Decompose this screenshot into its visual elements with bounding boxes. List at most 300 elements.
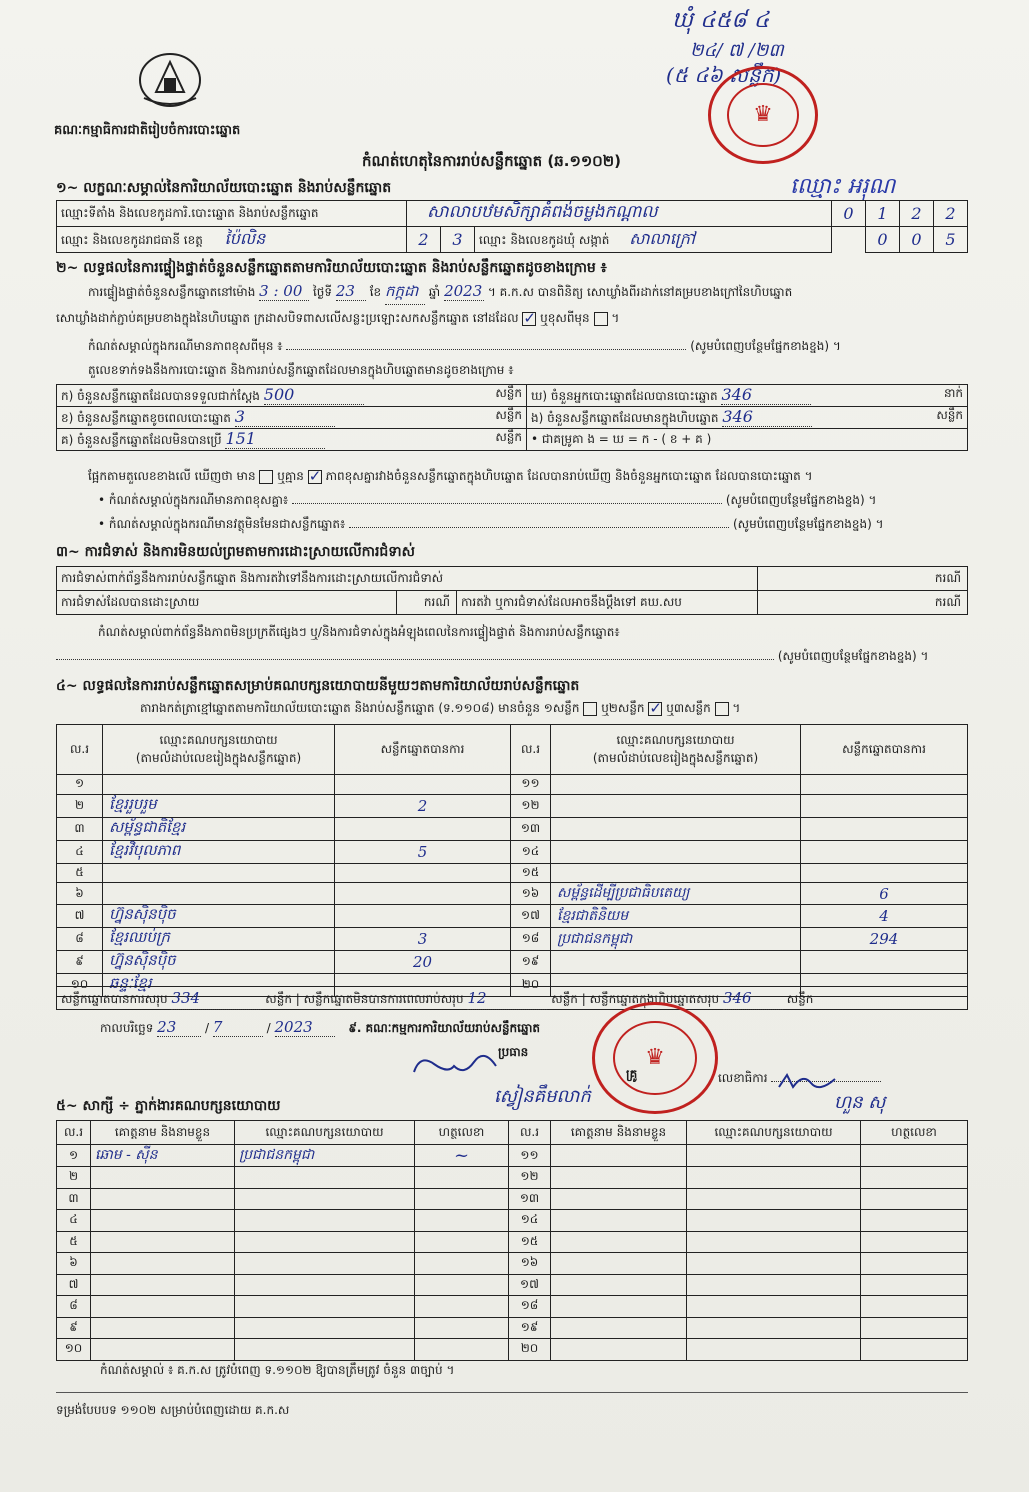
witness-no-right: ១៦ — [509, 1253, 551, 1275]
result-party-left: ខ្មែររួបរួម — [103, 794, 335, 817]
s2-line1-b: ថ្ងៃទី — [313, 285, 333, 299]
result-no-right: ១៩ — [511, 951, 551, 974]
witness-party-left — [235, 1317, 415, 1339]
result-votes-right: 294 — [801, 928, 968, 951]
witness-party-left — [235, 1296, 415, 1318]
signature-icon — [410, 1052, 500, 1082]
result-party-left — [103, 883, 335, 905]
w-col-sign-right: ហត្ថលេខា — [861, 1121, 968, 1145]
signature-icon — [777, 1071, 837, 1091]
s2-line1-e: ។ គ.ក.ស បានពិនិត្យ សោឃ្លាំងពីរដាក់នៅគម្របខាងក្រៅនៃហិបឆ្នោត — [487, 285, 793, 299]
s2-line1-a: ការផ្ទៀងផ្ទាត់ចំនួនសន្លឹកឆ្នោតនៅម៉ោង — [88, 285, 256, 299]
objection-case-2: ករណី — [397, 591, 457, 615]
s2-after1-b: ឬគ្មាន — [277, 469, 304, 483]
no-diff-checkbox[interactable] — [308, 470, 322, 484]
witness-sign-left: ~ — [415, 1145, 509, 1167]
result-no-left: ៧ — [57, 905, 103, 928]
witness-no-left: ៧ — [57, 1274, 91, 1296]
commune-code-1: 0 — [866, 227, 900, 253]
witness-name-right — [551, 1339, 687, 1361]
result-votes-right — [801, 863, 968, 883]
witness-sign-right — [861, 1274, 968, 1296]
witness-name-left — [91, 1339, 235, 1361]
s2-line2-b: ឬខុសពីមុន — [540, 311, 590, 325]
witness-party-right — [687, 1210, 861, 1232]
result-party-right: ប្រជាជនកម្ពុជា — [551, 928, 801, 951]
result-row — [57, 905, 968, 928]
handwritten-note: (៥ ៤៦ សន្លឹក) — [666, 63, 782, 87]
office-code-2: 1 — [866, 201, 900, 227]
witness-name-right — [551, 1145, 687, 1167]
s2-after1-c: ភាពខុសគ្នារវាងចំនួនសន្លឹកឆ្នោតក្នុងហិបឆ្នោត ដែលបានរាប់ឃើញ និងចំនួនអ្នកបោះឆ្នោត ដែលបានបោះឆ្នោត ។ — [325, 469, 813, 483]
witness-no-right: ១៨ — [509, 1296, 551, 1318]
witness-name-right — [551, 1296, 687, 1318]
witness-sign-left — [415, 1188, 509, 1210]
witness-row — [57, 1296, 968, 1318]
result-row — [57, 775, 968, 795]
district-code-1: 2 — [407, 227, 441, 253]
tally-row — [57, 429, 968, 451]
date-label: កាលបរិច្ឆេទ — [100, 1021, 154, 1035]
col-votes-left: សន្លឹកឆ្នោតបានការ — [335, 725, 511, 775]
office-value: សាលាបឋមសិក្សាគំពង់ចម្លងកណ្ដាល — [407, 201, 832, 227]
s2-note1-suffix: (សូមបំពេញបន្ថែមផ្នែកខាងខ្នង) ។ — [725, 493, 877, 507]
s2-note2: • កំណត់សម្គាល់ក្នុងករណីមានវត្ថុមិនមែនជាសន្លឹកឆ្នោត៖ — [98, 517, 346, 531]
col-party-right: ឈ្មោះគណបក្សនយោបាយ (តាមលំដាប់លេខរៀងក្នុងសន្លឹកឆ្នោត) — [551, 725, 801, 775]
year-value: 2023 — [444, 282, 483, 300]
w-col-name-right: គោត្តនាម និងនាមខ្លួន — [551, 1121, 687, 1145]
witness-party-left — [235, 1210, 415, 1232]
tally-formula: • ជាគម្រូគា ង = ឃ = ក - ( ខ + គ ) — [527, 429, 968, 451]
result-votes-left: 2 — [335, 794, 511, 817]
result-no-right: ១៨ — [511, 928, 551, 951]
witness-sign-left — [415, 1210, 509, 1232]
w-col-no-left: ល.រ — [57, 1121, 91, 1145]
witness-name-left — [91, 1296, 235, 1318]
seal-emblem-icon: ♛ — [727, 83, 800, 147]
witness-party-left — [235, 1167, 415, 1189]
result-party-left: ខ្មែរឈប់ក្រ — [103, 928, 335, 951]
result-row — [57, 883, 968, 905]
section3-note-line — [56, 648, 968, 666]
result-no-right: ១៥ — [511, 863, 551, 883]
day-value: 23 — [336, 282, 366, 301]
sum-c-value: 346 — [723, 987, 783, 1010]
section1-title: ១~ លក្ខណៈសម្គាល់នៃការិយាល័យបោះឆ្នោត និងរាប់សន្លឹកឆ្នោត — [56, 180, 392, 196]
w-col-party-right: ឈ្មោះគណបក្សនយោបាយ — [687, 1121, 861, 1145]
result-row — [57, 928, 968, 951]
district-label: ឈ្មោះ និងលេខកូដរាជធានី ខេត្ត — [61, 232, 203, 247]
result-no-left: ៥ — [57, 863, 103, 883]
sum-b-label: សន្លឹកឆ្នោតមិនបានការពេលរាប់សរុប — [303, 992, 464, 1006]
result-no-left: ៩ — [57, 951, 103, 974]
result-no-right: ១៣ — [511, 817, 551, 840]
office-label: ឈ្មោះទីតាំង និងលេខកូដការិ.បោះឆ្នោត និងរាប់សន្លឹកឆ្នោត — [57, 201, 407, 227]
witness-sign-left — [415, 1231, 509, 1253]
section2-after1 — [88, 468, 968, 486]
witness-name-right — [551, 1253, 687, 1275]
result-no-left: ៨ — [57, 928, 103, 951]
result-votes-left: 5 — [335, 840, 511, 863]
tally-a-value: 500 — [264, 385, 364, 405]
result-party-right: សម្ព័ន្ធដើម្បីប្រជាធិបតេយ្យ — [551, 883, 801, 905]
witness-party-left — [235, 1274, 415, 1296]
witness-no-right: ១៣ — [509, 1188, 551, 1210]
office-code-1: 0 — [832, 201, 866, 227]
office-code-3: 2 — [900, 201, 934, 227]
changed-checkbox[interactable] — [594, 312, 608, 326]
col-party-left: ឈ្មោះគណបក្សនយោបាយ (តាមលំដាប់លេខរៀងក្នុងសន្លឹកឆ្នោត) — [103, 725, 335, 775]
result-party-left: ហ្វ៊ុនស៊ិនប៉ិច — [103, 905, 335, 928]
section5-title: ៥~ សាក្សី ÷ ភ្នាក់ងារគណបក្សនយោបាយ — [56, 1098, 281, 1114]
result-votes-left — [335, 775, 511, 795]
witness-no-right: ១៥ — [509, 1231, 551, 1253]
witness-table — [56, 1120, 968, 1361]
result-votes-right — [801, 951, 968, 974]
tally-c-unit: សន្លឹក — [495, 430, 522, 444]
objection-table — [56, 566, 968, 615]
section2-line4: តួលេខទាក់ទងនឹងការបោះឆ្នោត និងការរាប់សន្លឹកឆ្នោតដែលមានក្នុងហិបឆ្នោតមានដូចខាងក្រោម ៖ — [88, 363, 514, 377]
witness-no-right: ១៩ — [509, 1317, 551, 1339]
witness-name-left — [91, 1274, 235, 1296]
result-votes-right — [801, 817, 968, 840]
s3-note-suffix: (សូមបំពេញបន្ថែមផ្នែកខាងខ្នង) ។ — [777, 649, 929, 663]
witness-row — [57, 1231, 968, 1253]
witness-sign-right — [861, 1210, 968, 1232]
district-code-2: 3 — [441, 227, 475, 253]
tally-d-label: ឃ) ចំនួនអ្នកបោះឆ្នោតដែលបានបោះឆ្នោត — [531, 389, 718, 403]
s2-note1: • កំណត់សម្គាល់ក្នុងករណីមានភាពខុសគ្នា៖ — [98, 493, 289, 507]
sum-b-unit: សន្លឹក — [551, 992, 578, 1006]
objection-row1: ការជំទាស់ពាក់ព័ន្ធនឹងការរាប់សន្លឹកឆ្នោត និងការតវ៉ាទៅនឹងការដោះស្រាយលើការជំទាស់ — [57, 567, 758, 591]
official-stamp-top — [708, 66, 818, 164]
witness-party-right — [687, 1274, 861, 1296]
s2-line3-dots — [286, 349, 686, 350]
s2-note2-suffix: (សូមបំពេញបន្ថែមផ្នែកខាងខ្នង) ។ — [732, 517, 884, 531]
handwritten-top: ឃុំ ៤៥៨ ៤ — [672, 8, 770, 33]
president-signature — [410, 1052, 500, 1089]
has-diff-checkbox[interactable] — [259, 470, 273, 484]
w-col-party-left: ឈ្មោះគណបក្សនយោបាយ — [235, 1121, 415, 1145]
president-label: ប្រធាន — [498, 1045, 529, 1059]
witness-no-left: ១ — [57, 1145, 91, 1167]
form-reference: ទម្រង់បែបបទ ១១០២ សម្រាប់បំពេញដោយ គ.ក.ស — [56, 1403, 290, 1417]
witness-name-right — [551, 1210, 687, 1232]
witness-no-right: ១៧ — [509, 1274, 551, 1296]
witness-sign-right — [861, 1253, 968, 1275]
witness-party-right — [687, 1231, 861, 1253]
section3-title: ៣~ ការជំទាស់ និងការមិនយល់ព្រមតាមការដោះស្រាយលើការជំទាស់ — [56, 544, 415, 560]
witness-no-left: ៩ — [57, 1317, 91, 1339]
tally-d-value: 346 — [721, 385, 811, 405]
witness-name-left: ឆោម - ស៊ីន — [91, 1145, 235, 1167]
witness-name-right — [551, 1188, 687, 1210]
result-party-right — [551, 794, 801, 817]
tally-e-unit: សន្លឹក — [936, 408, 963, 422]
result-votes-right: 6 — [801, 883, 968, 905]
result-votes-left — [335, 863, 511, 883]
witness-party-left — [235, 1253, 415, 1275]
witness-name-left — [91, 1188, 235, 1210]
result-votes-left — [335, 817, 511, 840]
one-sheet-checkbox[interactable] — [583, 702, 597, 716]
s2-line1-c: ខែ — [369, 285, 382, 299]
witness-party-right — [687, 1317, 861, 1339]
date-year: 2023 — [275, 1018, 335, 1037]
result-party-right — [551, 775, 801, 795]
result-no-right: ១១ — [511, 775, 551, 795]
result-no-left: ១០ — [57, 974, 103, 997]
witness-row — [57, 1167, 968, 1189]
two-sheet-checkbox[interactable] — [648, 702, 662, 716]
result-no-left: ៤ — [57, 840, 103, 863]
official-stamp-bottom — [592, 1002, 718, 1114]
s2-line2: សោឃ្លាំងដាក់ភ្ជាប់គម្របខាងក្នុងនៃហិបឆ្នោត ក្រដាសបិទពាសលើសន្លះប្រឡោះសកសន្លឹកឆ្នោត នៅដដែល — [56, 311, 519, 325]
s2-note2-dots — [349, 527, 729, 528]
witness-no-right: ១៤ — [509, 1210, 551, 1232]
result-party-left: សម្ព័ន្ធជាតិខ្មែរ — [103, 817, 335, 840]
tally-e-label: ង) ចំនួនសន្លឹកឆ្នោតដែលមានក្នុងហិបឆ្នោត — [531, 411, 719, 425]
witness-row — [57, 1274, 968, 1296]
result-party-right — [551, 951, 801, 974]
result-row — [57, 817, 968, 840]
result-row — [57, 840, 968, 863]
tally-table — [56, 384, 968, 451]
tally-a-unit: សន្លឹក — [495, 386, 522, 400]
date-line: កាលបរិច្ឆេទ 23 / 7 / 2023 ៩. គណៈកម្មការការិយាល័យរាប់សន្លឹកឆ្នោត — [100, 1018, 541, 1036]
s4-intro-c: ឬ៣សន្លឹក — [666, 701, 711, 715]
secretary-sign-dots — [771, 1081, 881, 1082]
same-checkbox[interactable] — [522, 312, 536, 326]
witness-sign-right — [861, 1296, 968, 1318]
section2-line3 — [88, 338, 968, 356]
witness-no-left: ៦ — [57, 1253, 91, 1275]
sum-a-label: សន្លឹកឆ្នោតបានការសរុប — [61, 992, 168, 1006]
date-day: 23 — [157, 1018, 201, 1037]
nec-logo — [136, 48, 204, 110]
section4-intro: តារាងកត់ត្រាខ្មៅឆ្នោតតាមការិយាល័យបោះឆ្នោត និងរាប់សន្លឹកឆ្នោត (ទ.១១០៨) មានចំនួន ១សន្លឹក ឬ២សន្លឹក ✓ ឬ៣សន្លឹក ។ — [140, 700, 740, 718]
result-no-right: ១២ — [511, 794, 551, 817]
witness-footnote: កំណត់សម្គាល់ ៖ គ.ក.ស ត្រូវបំពេញ ទ.១១០២ ឱ្យបានត្រឹមត្រូវ ចំនួន ៣ច្បាប់ ។ — [100, 1363, 455, 1377]
witness-sign-left — [415, 1274, 509, 1296]
tally-row — [57, 407, 968, 429]
witness-name-left — [91, 1231, 235, 1253]
committee-label: ៩. គណៈកម្មការការិយាល័យរាប់សន្លឹកឆ្នោត — [348, 1021, 541, 1035]
tally-a-label: ក) ចំនួនសន្លឹកឆ្នោតដែលបានទទួលជាក់ស្តែង — [61, 389, 260, 403]
witness-party-left — [235, 1188, 415, 1210]
witness-no-left: ១០ — [57, 1339, 91, 1361]
section2-note1 — [98, 492, 968, 510]
tally-b-label: ខ) ចំនួនសន្លឹកឆ្នោតខូចពេលបោះឆ្នោត — [61, 411, 231, 425]
result-votes-left: 20 — [335, 951, 511, 974]
president-name: ស្វៀនគឹមលាក់ — [494, 1086, 591, 1107]
commune-value: សាលាក្រៅ — [629, 228, 695, 248]
witness-sign-right — [861, 1145, 968, 1167]
result-party-right: ខ្មែរជាតិនិយម — [551, 905, 801, 928]
witness-row — [57, 1317, 968, 1339]
result-party-left: ឆន្ទៈខ្មែរ — [103, 974, 335, 997]
section3-note: កំណត់សម្គាល់ពាក់ព័ន្ធនឹងភាពមិនប្រក្រតីផ្សេងៗ ឬ/និងការជំទាស់ក្នុងអំឡុងពេលនៃការផ្ទៀងផ្ទាត់ និងការរាប់សន្លឹកឆ្នោត៖ — [98, 625, 620, 639]
witness-sign-left — [415, 1253, 509, 1275]
result-no-right: ២០ — [511, 974, 551, 997]
tally-b-unit: សន្លឹក — [495, 408, 522, 422]
result-no-right: ១៧ — [511, 905, 551, 928]
witness-name-right — [551, 1231, 687, 1253]
three-sheet-checkbox[interactable] — [715, 702, 729, 716]
result-party-right — [551, 840, 801, 863]
tally-e-value: 346 — [722, 407, 812, 427]
result-votes-left — [335, 883, 511, 905]
witness-no-right: ២០ — [509, 1339, 551, 1361]
district-value: ប៉ៃលិន — [224, 228, 266, 248]
witness-party-left — [235, 1339, 415, 1361]
sum-a-value: 334 — [171, 987, 261, 1010]
s2-line3-note: (សូមបំពេញបន្ថែមផ្នែកខាងខ្នង) ។ — [690, 339, 841, 353]
witness-name-right — [551, 1167, 687, 1189]
witness-no-left: ២ — [57, 1167, 91, 1189]
s2-line1-d: ឆ្នាំ — [428, 285, 441, 299]
witness-no-left: ៤ — [57, 1210, 91, 1232]
objection-case-1: ករណី — [758, 567, 968, 591]
witness-party-right — [687, 1339, 861, 1361]
witness-sign-left — [415, 1317, 509, 1339]
section1-table — [56, 200, 968, 253]
result-votes-right — [801, 794, 968, 817]
witness-row — [57, 1210, 968, 1232]
witness-no-right: ១១ — [509, 1145, 551, 1167]
witness-name-left — [91, 1210, 235, 1232]
result-votes-right — [801, 840, 968, 863]
witness-name-left — [91, 1317, 235, 1339]
month-value: កក្កដា — [385, 282, 425, 305]
tally-c-label: គ) ចំនួនសន្លឹកឆ្នោតដែលមិនបានប្រើ — [61, 433, 222, 447]
col-no-left: ល.រ — [57, 725, 103, 775]
witness-row — [57, 1339, 968, 1361]
result-votes-right — [801, 775, 968, 795]
witness-no-left: ៥ — [57, 1231, 91, 1253]
objection-row2a: ការជំទាស់ដែលបានដោះស្រាយ — [57, 591, 397, 615]
col-votes-right: សន្លឹកឆ្នោតបានការ — [801, 725, 968, 775]
col-no-right: ល.រ — [511, 725, 551, 775]
result-no-left: ១ — [57, 775, 103, 795]
org-name: គណៈកម្មាធិការជាតិរៀបចំការបោះឆ្នោត — [54, 123, 241, 138]
objection-row2b: ការតវ៉ា ឬការជំទាស់ដែលអាចនឹងប្ដឹងទៅ គឃ.សប — [457, 591, 758, 615]
witness-no-left: ៣ — [57, 1188, 91, 1210]
result-party-left: ហ្វ៊ុនស៊ិនប៉ិច — [103, 951, 335, 974]
witness-party-right — [687, 1296, 861, 1318]
sum-b-value: 12 — [467, 987, 547, 1010]
form-title: កំណត់ហេតុនៃការរាប់សន្លឹកឆ្នោត (ឆ.១១០២) — [362, 152, 622, 170]
s4-intro-b: ឬ២សន្លឹក — [601, 701, 645, 715]
result-votes-left — [335, 905, 511, 928]
result-party-left — [103, 775, 335, 795]
results-table — [56, 724, 968, 997]
witness-sign-left — [415, 1167, 509, 1189]
result-party-left — [103, 863, 335, 883]
s3-note-dots — [56, 659, 774, 660]
commune-code-2: 0 — [900, 227, 934, 253]
section2-line1 — [88, 282, 968, 305]
footer-divider — [56, 1392, 968, 1393]
result-row — [57, 863, 968, 883]
section2-line2: សោឃ្លាំងដាក់ភ្ជាប់គម្របខាងក្នុងនៃហិបឆ្នោត ក្រដាសបិទពាសលើសន្លះប្រឡោះសកសន្លឹកឆ្នោត នៅដដែល ✓ ឬខុសពីមុន ។ — [56, 310, 968, 328]
witness-name-left — [91, 1253, 235, 1275]
s2-after1: ផ្អែកតាមតួលេខខាងលើ ឃើញថា មាន — [88, 469, 256, 483]
date-month: 7 — [213, 1018, 263, 1037]
witness-party-left: ប្រជាជនកម្ពុជា — [235, 1145, 415, 1167]
seal-emblem-icon: ♛ — [613, 1021, 697, 1095]
result-no-right: ១៦ — [511, 883, 551, 905]
witness-party-right — [687, 1167, 861, 1189]
result-party-right — [551, 817, 801, 840]
section4-title: ៤~ លទ្ធផលនៃការរាប់សន្លឹកឆ្នោតសម្រាប់គណបក្សនយោបាយនីមួយៗតាមការិយាល័យរាប់សន្លឹកឆ្នោត — [56, 678, 580, 694]
witness-sign-left — [415, 1296, 509, 1318]
w-col-name-left: គោត្តនាម និងនាមខ្លួន — [91, 1121, 235, 1145]
result-no-left: ៣ — [57, 817, 103, 840]
result-party-left: ខ្មែរវិបុលភាព — [103, 840, 335, 863]
tally-c-value: 151 — [225, 429, 325, 449]
witness-name-right — [551, 1274, 687, 1296]
result-no-left: ២ — [57, 794, 103, 817]
section2-note2 — [98, 516, 968, 534]
witness-row — [57, 1145, 968, 1167]
time-value: 3 : 00 — [259, 282, 309, 301]
sum-c-unit: សន្លឹក — [786, 992, 814, 1006]
witness-sign-right — [861, 1188, 968, 1210]
sum-c-label: សន្លឹកឆ្នោតក្នុងហិបឆ្នោតសរុប — [589, 992, 720, 1006]
witness-party-right — [687, 1145, 861, 1167]
s4-intro: តារាងកត់ត្រាខ្មៅឆ្នោតតាមការិយាល័យបោះឆ្នោត និងរាប់សន្លឹកឆ្នោត (ទ.១១០៨) មានចំនួន ១សន្លឹក — [140, 701, 580, 715]
w-col-no-right: ល.រ — [509, 1121, 551, 1145]
member-label: គ្រូ — [626, 1067, 638, 1081]
result-row — [57, 794, 968, 817]
section2-title: ២~ លទ្ធផលនៃការផ្ទៀងផ្ទាត់ចំនួនសន្លឹកឆ្នោតតាមការិយាល័យបោះឆ្នោត និងរាប់សន្លឹកឆ្នោតដូចខាងក្រោម ៖ — [56, 260, 607, 276]
witness-no-right: ១២ — [509, 1167, 551, 1189]
s2-line3: កំណត់សម្គាល់ក្នុងករណីមានភាពខុសពីមុន ៖ — [88, 339, 283, 353]
result-votes-left: 3 — [335, 928, 511, 951]
witness-sign-right — [861, 1167, 968, 1189]
result-votes-right: 4 — [801, 905, 968, 928]
witness-sign-right — [861, 1339, 968, 1361]
tally-b-value: 3 — [235, 407, 335, 427]
witness-sign-right — [861, 1317, 968, 1339]
objection-case-3: ករណី — [758, 591, 968, 615]
result-no-left: ៦ — [57, 883, 103, 905]
witness-sign-right — [861, 1231, 968, 1253]
witness-no-left: ៨ — [57, 1296, 91, 1318]
totals-row: សន្លឹកឆ្នោតបានការសរុប 334 សន្លឹក | សន្លឹកឆ្នោតមិនបានការពេលរាប់សរុប 12 សន្លឹក | សន្លឹកឆ្នោតក្នុងហិបឆ្នោតសរុប 346 សន្លឹក — [56, 986, 968, 1010]
commune-code-3: 5 — [934, 227, 968, 253]
result-row — [57, 951, 968, 974]
w-col-sign-left: ហត្ថលេខា — [415, 1121, 509, 1145]
s2-note1-dots — [292, 503, 722, 504]
result-no-right: ១៤ — [511, 840, 551, 863]
witness-name-left — [91, 1167, 235, 1189]
tally-row — [57, 385, 968, 407]
tally-d-unit: នាក់ — [943, 386, 963, 400]
commune-label: ឈ្មោះ និងលេខកូដឃុំ សង្កាត់ — [479, 232, 610, 247]
result-party-right — [551, 863, 801, 883]
witness-sign-left — [415, 1339, 509, 1361]
witness-party-left — [235, 1231, 415, 1253]
secretary-name: ហួន សុ — [834, 1092, 886, 1113]
office-code-4: 2 — [934, 201, 968, 227]
witness-row — [57, 1253, 968, 1275]
sum-a-unit: សន្លឹក — [265, 992, 292, 1006]
secretary-label: លេខាធិការ — [718, 1071, 768, 1085]
handwritten-date: ២៤/ ៧ /២៣ — [690, 40, 784, 61]
witness-party-right — [687, 1253, 861, 1275]
